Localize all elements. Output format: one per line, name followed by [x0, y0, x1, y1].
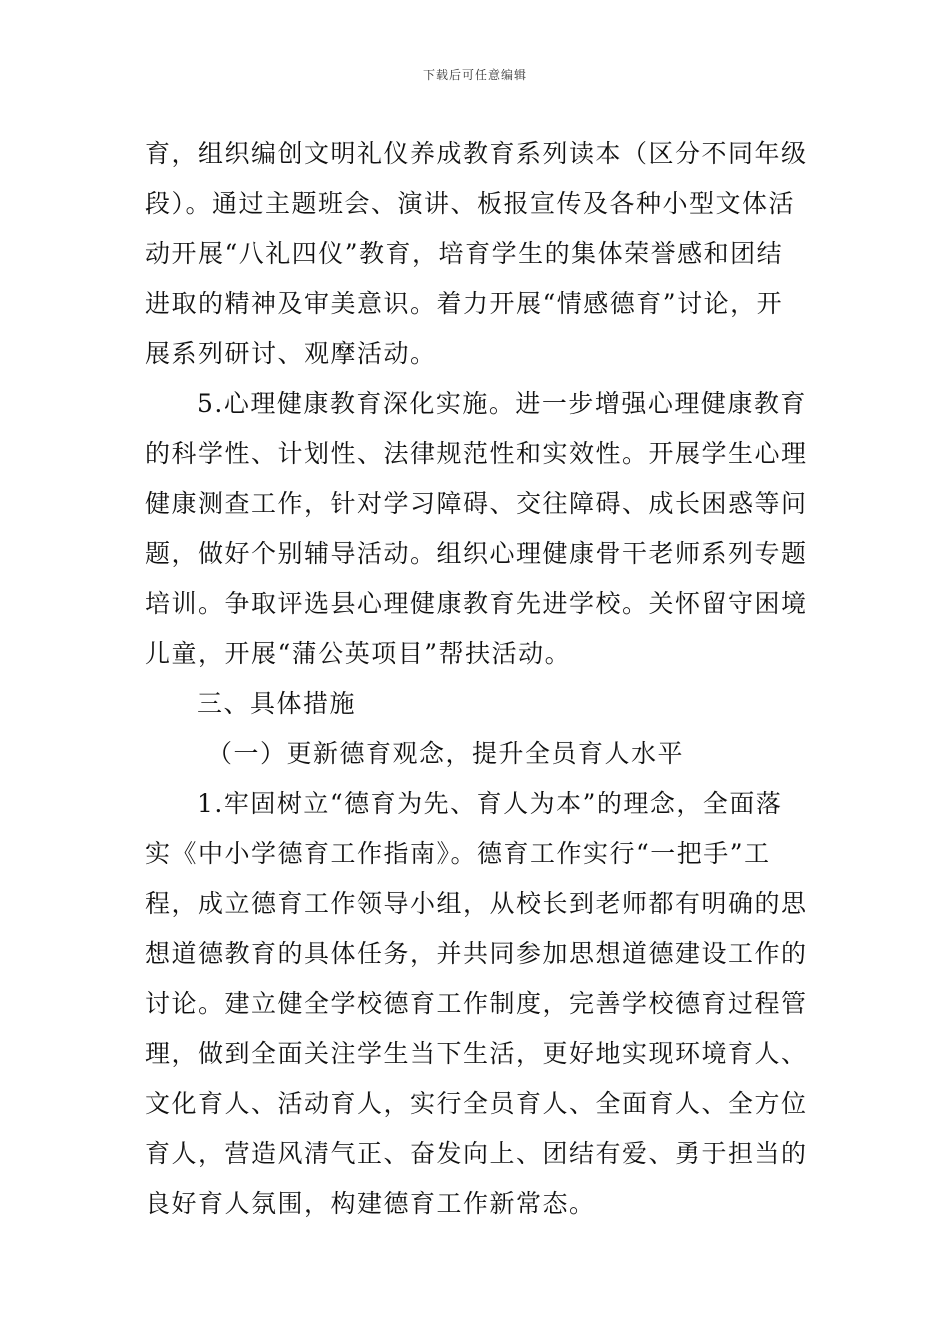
paragraph-line: 理，做到全面关注学生当下生活，更好地实现环境育人、 [145, 1039, 808, 1068]
paragraph-line: 动开展“八礼四仪”教育，培育学生的集体荣誉感和团结 [145, 239, 784, 268]
paragraph-line: 文化育人、活动育人，实行全员育人、全面育人、全方位 [145, 1089, 808, 1118]
paragraph-line: 想道德教育的具体任务，并共同参加思想道德建设工作的 [145, 939, 808, 968]
section-heading: 三、具体措施 [197, 689, 357, 718]
header-note: 下载后可任意编辑 [422, 68, 527, 82]
subsection-heading: （一）更新德育观念，提升全员育人水平 [207, 739, 685, 768]
body-text [145, 129, 813, 1229]
paragraph-line: 的科学性、计划性、法律规范性和实效性。开展学生心理 [145, 439, 808, 468]
paragraph-line: 进取的精神及审美意识。着力开展“情感德育”讨论，开 [145, 289, 784, 318]
paragraph-line: 1.牢固树立“德育为先、育人为本”的理念，全面落 [197, 789, 783, 818]
paragraph-line: 育，组织编创文明礼仪养成教育系列读本（区分不同年级 [145, 139, 808, 168]
paragraph-line: 题，做好个别辅导活动。组织心理健康骨干老师系列专题 [145, 539, 808, 568]
paragraph-line: 儿童，开展“蒲公英项目”帮扶活动。 [145, 639, 572, 668]
paragraph-line: 讨论。建立健全学校德育工作制度，完善学校德育过程管 [145, 989, 808, 1018]
paragraph-line: 展系列研讨、观摩活动。 [145, 339, 437, 368]
paragraph-line: 培训。争取评选县心理健康教育先进学校。关怀留守困境 [145, 589, 808, 618]
paragraph-line: 健康测查工作，针对学习障碍、交往障碍、成长困惑等问 [145, 489, 808, 518]
paragraph-line: 段）。通过主题班会、演讲、板报宣传及各种小型文体活 [145, 189, 796, 218]
paragraph-line: 良好育人氛围，构建德育工作新常态。 [145, 1189, 596, 1218]
paragraph-line: 程，成立德育工作领导小组，从校长到老师都有明确的思 [145, 889, 808, 918]
paragraph-line: 实《中小学德育工作指南》。德育工作实行“一把手”工 [145, 839, 771, 868]
paragraph-line: 育人，营造风清气正、奋发向上、团结有爱、勇于担当的 [145, 1139, 808, 1168]
paragraph-line: 5.心理健康教育深化实施。进一步增强心理健康教育 [197, 389, 807, 418]
